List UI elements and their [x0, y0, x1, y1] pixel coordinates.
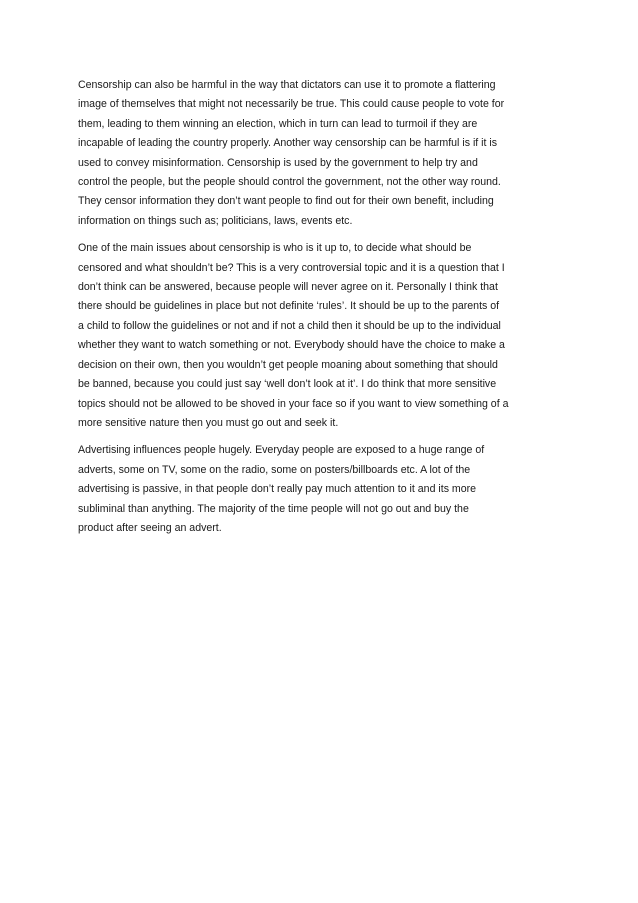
text-line: One of the main issues about censorship is who is it up to, to decide what should be	[78, 242, 472, 255]
text-line: advertising is passive, in that people don’t really pay much attention to it and its more	[78, 483, 477, 496]
text-line: information on things such as; politicians, laws, events etc.	[78, 214, 353, 227]
text-line: them, leading to them winning an election, which in turn can lead to turmoil if they are	[78, 117, 478, 130]
text-line: be banned, because you could just say ‘well don’t look at it’. I do think that more sensitive	[78, 378, 497, 391]
text-line: subliminal than anything. The majority of the time people will not go out and buy the	[78, 502, 469, 515]
text-line: there should be guidelines in place but not definite ‘rules’. It should be up to the parents of	[78, 300, 500, 313]
text-line: topics should not be allowed to be shoved in your face so if you want to view something of a	[78, 397, 509, 410]
text-line: Advertising influences people hugely. Everyday people are exposed to a huge range of	[78, 444, 485, 457]
text-line: don’t think can be answered, because people will never agree on it. Personally I think that	[78, 281, 498, 294]
text-line: a child to follow the guidelines or not and if not a child then it should be up to the individual	[78, 319, 501, 332]
text-line: They censor information they don’t want people to find out for their own benefit, including	[78, 195, 494, 208]
text-line: whether they want to watch something or not. Everybody should have the choice to make a	[78, 339, 505, 352]
text-line: control the people, but the people should control the government, not the other way round.	[78, 176, 501, 189]
text-line: decision on their own, then you wouldn’t get people moaning about something that should	[78, 358, 498, 371]
paragraph-advertising	[78, 441, 564, 538]
text-line: censored and what shouldn’t be? This is a very controversial topic and it is a question that I	[78, 261, 505, 274]
document-body	[78, 76, 564, 546]
text-line: incapable of leading the country properly. Another way censorship can be harmful is if it is	[78, 137, 498, 150]
paragraph-censorship-issues	[78, 239, 564, 433]
text-line: used to convey misinformation. Censorship is used by the government to help try and	[78, 156, 478, 169]
text-line: image of themselves that might not necessarily be true. This could cause people to vote for	[78, 98, 505, 111]
text-line: Censorship can also be harmful in the way that dictators can use it to promote a flattering	[78, 79, 496, 91]
text-line: adverts, some on TV, some on the radio, some on posters/billboards etc. A lot of the	[78, 463, 471, 476]
paragraph-censorship-dictators	[78, 76, 564, 231]
text-line: product after seeing an advert.	[78, 521, 222, 534]
text-line: more sensitive nature then you must go out and seek it.	[78, 416, 339, 429]
